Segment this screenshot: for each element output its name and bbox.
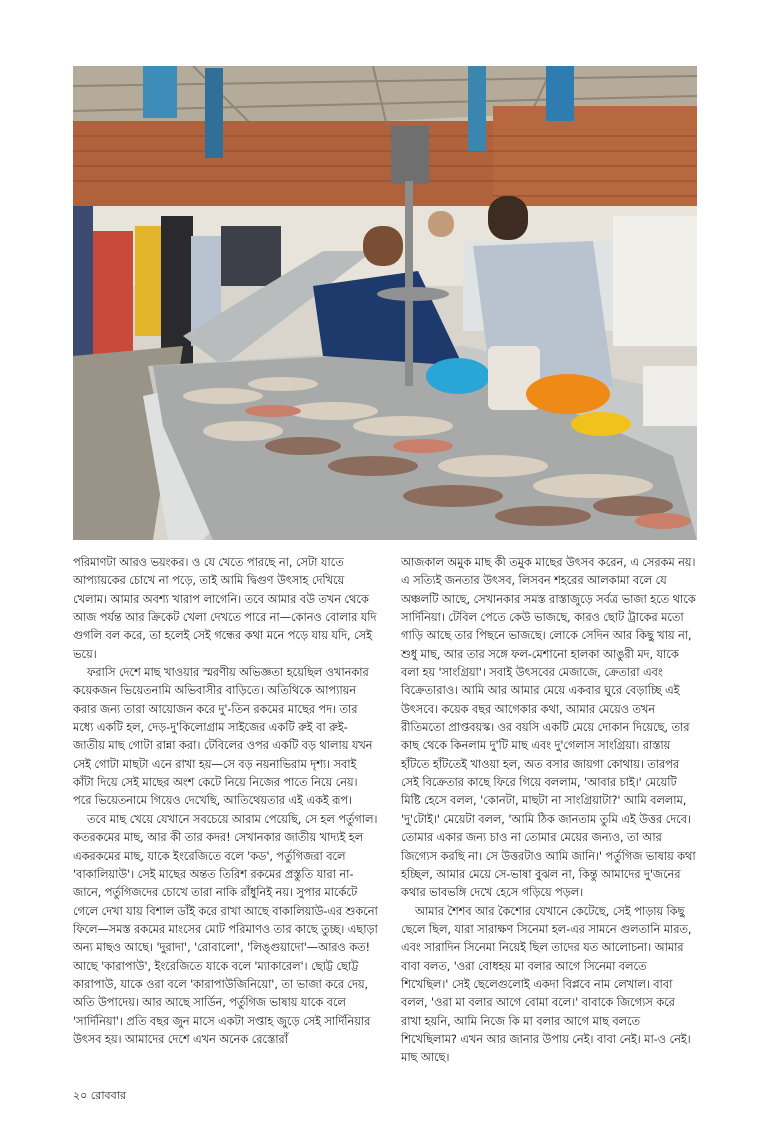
article-column-left — [73, 553, 378, 1048]
article-column-right — [401, 553, 697, 1067]
fish-market-photo — [73, 66, 697, 540]
page-footer: ২০ রোববার — [73, 1089, 126, 1102]
paragraph: ফরাসি দেশে মাছ খাওয়ার স্মরণীয় অভিজ্ঞতা হয়েছিল ওখানকার কয়েকজন ভিয়েতনামি অভিবাসীর বাড়িতে। অতিথিকে আপ্যায়ন করার জন্য তারা আয়োজন করে দু'-তিন রকমের মাছের পদ। তার মধ্যে একটি হল, দেড়-দু'কিলোগ্রাম সাইজের একটি রুই বা রুই-জাতীয় মাছ গোটা রান্না করা। টেবিলের ওপর একটি বড় থালায় যখন সেই গোটা মাছটা এনে রাখা হয়—সে বড় নয়নাভিরাম দৃশ্য। সবাই কাঁটা দিয়ে সেই মাছের অংশ কেটে নিয়ে নিজের পাতে নিয়ে নেয়। পরে ভিয়েতনামে গিয়েও দেখেছি, আতিথেয়তার এই একই রূপ। — [73, 665, 373, 808]
paragraph: তবে মাছ খেয়ে যেখানে সবচেয়ে আরাম পেয়েছি, সে হল পর্তুগাল। কতরকমের মাছ, আর কী তার কদর! সেখানকার জাতীয় খাদ্যই হল একরকমের মাছ, যাকে ইংরেজিতে বলে 'কড', পর্তুগিজরা বলে 'বাকালিয়াউ'। সেই মাছের অন্তত তিরিশ রকমের প্রস্তুতি যারা না-জানে, পর্তুগিজদের চোখে তারা নাকি রাঁধুনিই নয়। সুপার মার্কেটে গেলে দেখা যায় বিশাল ডাঁই করে রাখা আছে বাকালিয়াউ-এর শুকনো ফিলে—সমস্ত রকমের মাংসের মোট পরিমাণও তার কাছে তুচ্ছ। এছাড়া অন্য মাছও আছে। 'দুরাদা', 'রোবালো', 'লিঙ্গুয়াদো'—আরও কত! আছে 'কারাপাউ', ইংরেজিতে যাকে বলে 'ম্যাকারেল'। ছোট্ট ছোট্ট কারাপাউ, যাকে ওরা বলে 'কারাপাউজিনিয়ো', তা ভাজা করে দেয়, অতি উপাদেয়। আর আছে সার্ডিন, পর্তুগিজ ভাষায় যাকে বলে 'সার্দিনিয়া'। প্রতি বছর জুন মাসে একটা সপ্তাহ জুড়ে সেই সার্দিনিয়ার উৎসব হয়। আমাদের দেশে এখন অনেক রেস্তোরাঁ — [73, 811, 378, 1046]
paragraph: আজকাল অমুক মাছ কী তমুক মাছের উৎসব করেন, এ সেরকম নয়। এ সত্যিই জনতার উৎসব, লিসবন শহরের আলকামা বলে যে অঞ্চলটি আছে, সেখানকার সমস্ত রাস্তাজুড়ে সর্বত্র ভাজা হতে থাকে সার্দিনিয়া। টেবিল পেতে কেউ ভাজছে, কারও ছোট ট্রাকের মতো গাড়ি আছে তার পিছনে ভাজছে। লোকে সেদিন আর কিছু খায় না, শুধু মাছ, আর তার সঙ্গে ফল-মেশানো হালকা আঙুরী মদ, যাকে বলা হয় 'সাংগ্রিয়া'। সবাই উৎসবের মেজাজে, ক্রেতারা এবং বিক্রেতারাও। আমি আর আমার মেয়ে একবার ঘুরে বেড়াচ্ছি এই উৎসবে। কয়েক বছর আগেকার কথা, আমার মেয়েও তখন রীতিমতো প্রাপ্তবয়স্ক। ওর বয়সি একটি মেয়ে দোকান দিয়েছে, তার কাছ থেকে কিনলাম দু'টি মাছ এবং দু'গেলাস সাংগ্রিয়া। রাস্তায় হাঁটতে হাঁটতেই খাওয়া হল, অত বসার জায়গা কোথায়। তারপর সেই বিক্রেতার কাছে ফিরে গিয়ে বললাম, 'আবার চাই।' মেয়েটি মিষ্টি হেসে বলল, 'কোনটা, মাছটা না সাংগ্রিয়াটা?' আমি বললাম, 'দু'টোই।' মেয়েটা বলল, 'আমি ঠিক জানতাম তুমি এই উত্তর দেবে। তোমার একার জন্য চাও না তোমার মেয়ের জন্যও, তা আর জিগ্যেস করছি না। সে উত্তরটাও আমি জানি।' পর্তুগিজ ভাষায় কথা হচ্ছিল, আমার মেয়ে সে-ভাষা বুঝল না, কিন্তু আমাদের দু'জনের কথার ভাবভঙ্গি দেখে হেসে গড়িয়ে পড়ল। — [401, 555, 696, 900]
paragraph: আমার শৈশব আর কৈশোর যেখানে কেটেছে, সেই পাড়ায় কিছু ছেলে ছিল, যারা সারাক্ষণ সিনেমা হল-এর সামনে গুলতানি মারত, এবং সারাদিন সিনেমা নিয়েই ছিল তাদের যত আলোচনা। আমার বাবা বলত, 'ওরা বোধহয় মা বলার আগে সিনেমা বলতে শিখেছিল।' সেই ছেলেগুলোই একদা বিপ্লবে নাম লেখাল। বাবা বলল, 'ওরা মা বলার আগে বোমা বলে।' বাবাকে জিগ্যেস করে রাখা হয়নি, আমি নিজে কি মা বলার আগে মাছ বলতে শিখেছিলাম? এখন আর জানার উপায় নেই। বাবা নেই। মা-ও নেই। মাছ আছে। — [401, 903, 692, 1065]
paragraph: পরিমাণটা আরও ভয়ংকর। ও যে খেতে পারছে না, সেটা যাতে আপ্যায়কের চোখে না পড়ে, তাই আমি দ্বিগুণ উৎসাহ দেখিয়ে খেলাম। আমার অবশ্য খারাপ লাগেনি। তবে আমার বউ তখন থেকে আজ পর্যন্ত আর ক্রিকেট খেলা দেখতে পারে না—কোনও বোলার যদি গুগলি বল করে, তা হলেই সেই গন্ধের কথা মনে পড়ে যায় যদি, সেই ভয়ে। — [73, 555, 377, 661]
